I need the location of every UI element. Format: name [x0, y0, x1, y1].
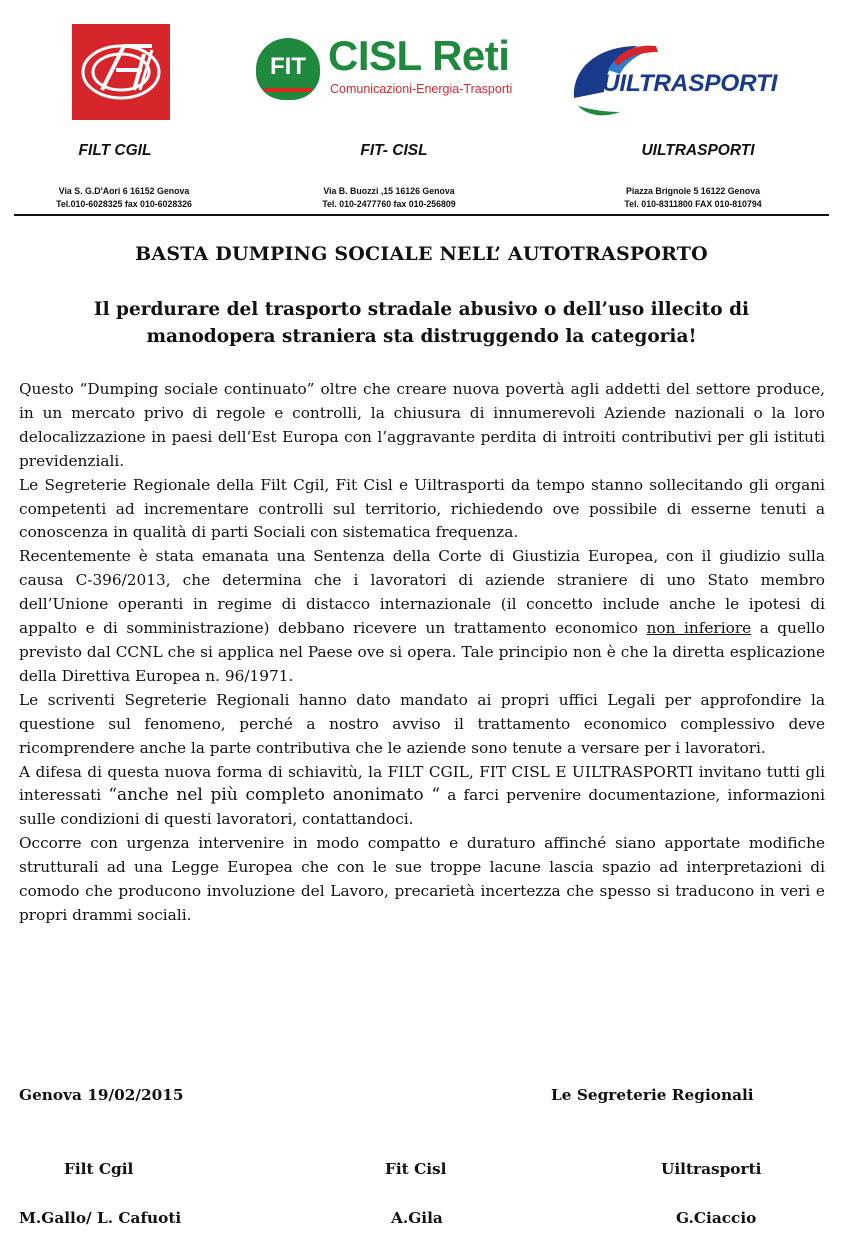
signatory-label: Le Segreterie Regionali: [551, 1086, 754, 1104]
union-filt: Filt Cgil: [64, 1160, 134, 1178]
document-subtitle: Il perdurare del trasporto stradale abusivo o dell’uso illecito di manodopera straniera sta distruggendo la categoria!: [93, 299, 750, 347]
paragraph-2: Le Segreterie Regionale della Filt Cgil, Fit Cisl e Uiltrasporti da tempo stanno sollecitando gli organi competenti ad incrementare controlli sul territorio, richiedendo ove possibile di esserne tenuti a conoscenza in qualità di parti Sociali con sistematica frequenza.: [19, 475, 825, 542]
address-line: Piazza Brignole 5 16122 Genova: [626, 186, 760, 196]
fit-badge-text: FIT: [270, 53, 306, 80]
address-filt: [0, 185, 264, 211]
address-line: Via B. Buozzi ,15 16126 Genova: [323, 186, 455, 196]
filt-emblem-icon: [72, 24, 170, 120]
paragraph-3: [19, 545, 825, 688]
paragraph-1: Questo “Dumping sociale continuato” oltre che creare nuova povertà agli addetti del settore produce, in un mercato privo di regole e controlli, la chiusura di innumerevoli Aziende nazionali o la loro delocalizzazione in paesi dell’Est Europa con l’aggravante perdita di introiti contributivi per gli istituti previdenziali.: [19, 380, 825, 470]
paragraph-3-part-b: a quello previsto dal CCNL che si applica nel Paese ove si opera. Tale principio non è che la diretta esplicazione della Direttiva Europea n. 96/1971.: [19, 619, 826, 685]
phone-line: Tel. 010-8311800 FAX 010-810794: [624, 199, 762, 209]
phone-line: Tel.010-6028325 fax 010-6028326: [56, 199, 192, 209]
document-body: [19, 378, 825, 928]
paragraph-3-part-a: Recentemente è stata emanata una Sentenza della Corte di Giustizia Europea, con il giudizio sulla causa C-396/2013, che determina che i lavoratori di aziende straniere di uno Stato membro dell’Unione operanti in regime di distacco internazionale (il concetto include anche le ipotesi di appalto e di somministrazione) debbano ricevere un trattamento economico: [19, 547, 825, 638]
place-date: Genova 19/02/2015: [19, 1086, 184, 1104]
paragraph-4: Le scriventi Segreterie Regionali hanno dato mandato ai propri uffici Legali per approfondire la questione sul fenomeno, perché a nostro avviso il trattamento economico complessivo deve ricomprendere anche la parte contributiva che le aziende sono tenute a versare per i lavoratori.: [19, 690, 825, 757]
fit-badge-icon: [256, 38, 320, 100]
document-title: BASTA DUMPING SOCIALE NELL’ AUTOTRASPORTO: [135, 243, 708, 265]
org-name-fit: FIT- CISL: [360, 142, 428, 159]
header-divider: [14, 214, 829, 216]
fit-brand-text: CISL Reti: [328, 32, 510, 79]
address-line: Via S. G.D'Aori 6 16152 Genova: [58, 186, 190, 196]
filt-cgil-logo: [72, 24, 170, 120]
union-fit: Fit Cisl: [385, 1160, 447, 1178]
org-name-uil: UILTRASPORTI: [641, 142, 755, 159]
paragraph-5-part-a: A difesa di questa nuova forma di schiavitù, la FILT CGIL, FIT CISL E UILTRASPORTI invitano tutti gli interessati: [19, 762, 825, 805]
phone-line: Tel. 010-2477760 fax 010-256809: [322, 199, 456, 209]
paragraph-5-part-b: a farci pervenire documentazione, informazioni sulle condizioni di questi lavoratori, contattandoci.: [19, 786, 826, 829]
signer-fit: A.Gila: [391, 1209, 443, 1227]
fit-tagline: Comunicazioni-Energia-Trasporti: [330, 82, 513, 96]
signer-uil: G.Ciaccio: [676, 1209, 757, 1227]
address-uil: [553, 185, 833, 211]
underlined-phrase: non inferiore: [646, 619, 752, 638]
paragraph-6: Occorre con urgenza intervenire in modo compatto e duraturo affinché siano apportate modifiche strutturali ad una Legge Europea che con le sue troppe lacune lascia spazio ad interpretazioni di comodo che producono involuzione del Lavoro, precarietà incertezza che spesso si traducono in veri e propri drammi sociali.: [19, 834, 825, 924]
union-uil: Uiltrasporti: [661, 1160, 762, 1178]
signer-filt: M.Gallo/ L. Cafuoti: [19, 1209, 182, 1227]
fit-cisl-reti-logo: [256, 32, 528, 106]
org-name-filt: FILT CGIL: [78, 142, 152, 159]
uil-wordmark: UILTRASPORTI: [602, 70, 778, 97]
paragraph-5: [19, 761, 825, 833]
quoted-phrase: “anche nel più completo anonimato “: [108, 785, 441, 806]
uiltrasporti-logo: [568, 40, 808, 120]
address-fit: [249, 185, 529, 211]
